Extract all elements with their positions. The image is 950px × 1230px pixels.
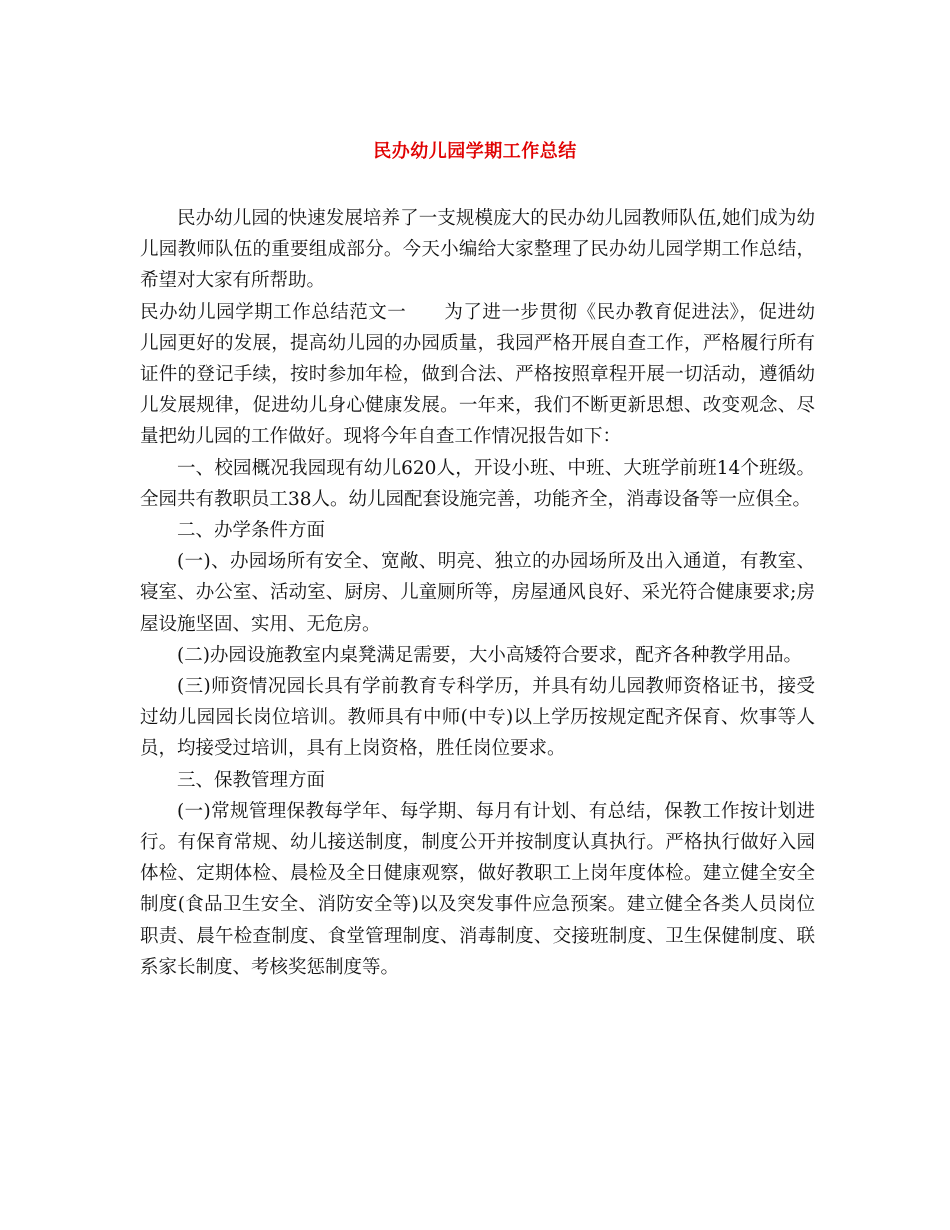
section-heading-conditions: 二、办学条件方面 (177, 520, 326, 542)
intro-paragraph: 民办幼儿园的快速发展培养了一支规模庞大的民办幼儿园教师队伍,她们成为幼儿园教师队伍的重要组成部分。今天小编给大家整理了民办幼儿园学期工作总结，希望对大家有所帮助。 (140, 208, 815, 292)
sample-one-paragraph: 民办幼儿园学期工作总结范文一 为了进一步贯彻《民办教育促进法》，促进幼儿园更好的发展，提高幼儿园的办园质量，我园严格开展自查工作，严格履行所有证件的登记手续，按时参加年检，做到合法、严格按照章程开展一切活动，遵循幼儿发展规律，促进幼儿身心健康发展。一年来，我们不断更新思想、改变观念、尽量把幼儿园的工作做好。现将今年自查工作情况报告如下： (140, 301, 815, 448)
document-title: 民办幼儿园学期工作总结 (373, 141, 577, 162)
campus-overview-paragraph: 一、校园概况我园现有幼儿620人，开设小班、中班、大班学前班14个班级。全园共有教职员工38人。幼儿园配套设施完善，功能齐全，消毒设备等一应俱全。 (140, 457, 815, 510)
premises-paragraph: (一)、办园场所有安全、宽敞、明亮、独立的办园场所及出入通道，有教室、寝室、办公室、活动室、厨房、儿童厕所等，房屋通风良好、采光符合健康要求;房屋设施坚固、实用、无危房。 (140, 551, 815, 635)
document-body (140, 203, 815, 983)
routine-management-paragraph: (一)常规管理保教每学年、每学期、每月有计划、有总结，保教工作按计划进行。有保育常规、幼儿接送制度，制度公开并按制度认真执行。严格执行做好入园体检、定期体检、晨检及全日健康观察，做好教职工上岗年度体检。建立健全安全制度(食品卫生安全、消防安全等)以及突发事件应急预案。建立健全各类人员岗位职责、晨午检查制度、食堂管理制度、消毒制度、交接班制度、卫生保健制度、联系家长制度、考核奖惩制度等。 (140, 800, 815, 978)
section-heading-management: 三、保教管理方面 (177, 769, 326, 791)
facilities-paragraph: (二)办园设施教室内桌凳满足需要，大小高矮符合要求，配齐各种教学用品。 (177, 644, 802, 666)
staff-paragraph: (三)师资情况园长具有学前教育专科学历，并具有幼儿园教师资格证书，接受过幼儿园园长岗位培训。教师具有中师(中专)以上学历按规定配齐保育、炊事等人员，均接受过培训，具有上岗资格，胜任岗位要求。 (140, 676, 815, 760)
